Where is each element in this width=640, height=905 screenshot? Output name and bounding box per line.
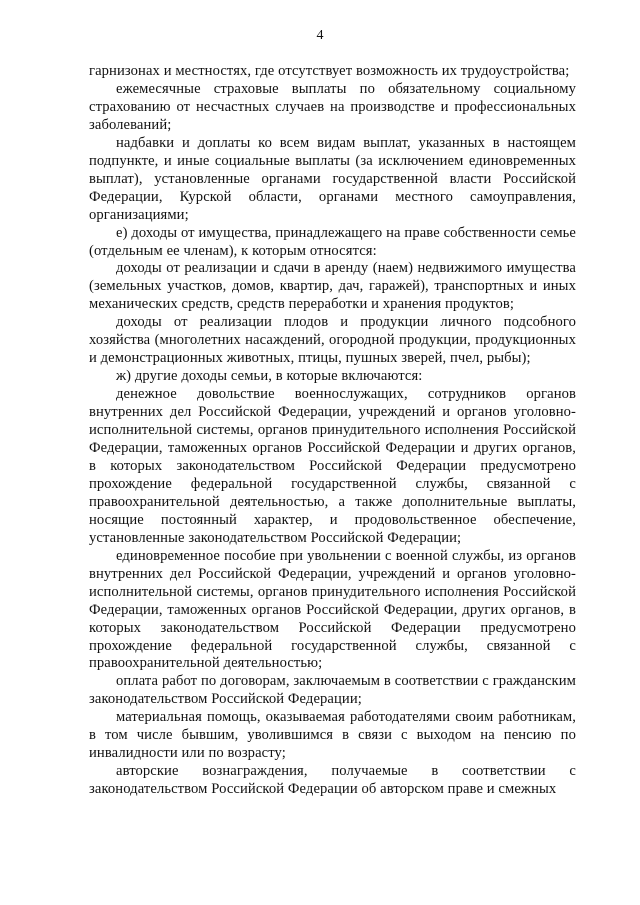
paragraph: ежемесячные страховые выплаты по обязательному социальному страхованию от несчастных случаев на производстве и профессиональных заболеваний; <box>89 80 576 133</box>
page-number: 4 <box>316 28 324 43</box>
paragraph: единовременное пособие при увольнении с военной службы, из органов внутренних дел Российской Федерации, учреждений и органов уголовно-исполнительной системы, органов принудительного исполнения Российской Федерации, таможенных органов Российской Федерации, других органов, в которых законодательством Российской Федерации предусмотрено прохождение федеральной государственной службы, связанной с правоохранительной деятельностью; <box>89 547 576 672</box>
paragraph: е) доходы от имущества, принадлежащего на праве собственности семье (отдельным ее членам), к которым относятся: <box>89 224 576 259</box>
paragraph: авторские вознаграждения, получаемые в соответствии с законодательством Российской Федерации об авторском праве и смежных <box>89 763 576 798</box>
paragraph: материальная помощь, оказываемая работодателями своим работникам, в том числе бывшим, уволившимся в связи с выходом на пенсию по инвалидности или по возрасту; <box>89 709 576 762</box>
paragraph: доходы от реализации плодов и продукции личного подсобного хозяйства (многолетних насаждений, огородной продукции, продукционных и демонстрационных животных, птицы, пушных зверей, пчел, рыбы); <box>89 314 576 367</box>
paragraph-continuation: гарнизонах и местностях, где отсутствует возможность их трудоустройства; <box>89 63 570 79</box>
paragraph: оплата работ по договорам, заключаемым в соответствии с гражданским законодательством Российской Федерации; <box>89 673 576 708</box>
paragraph: доходы от реализации и сдачи в аренду (наем) недвижимого имущества (земельных участков, домов, квартир, дач, гаражей), транспортных и иных механических средств, средств переработки и хранения продуктов; <box>89 260 576 313</box>
paragraph: ж) другие доходы семьи, в которые включаются: <box>116 368 423 385</box>
paragraph: надбавки и доплаты ко всем видам выплат, указанных в настоящем подпункте, и иные социальные выплаты (за исключением единовременных выплат), установленные органами государственной власти Российской Федерации, Курской области, органами местного самоуправления, организациями; <box>89 134 576 223</box>
document-body <box>89 63 576 799</box>
paragraph: денежное довольствие военнослужащих, сотрудников органов внутренних дел Российской Федерации, учреждений и органов уголовно-исполнительной системы, органов принудительного исполнения Российской Федерации, таможенных органов Российской Федерации и других органов, в которых законодательством Российской Федерации предусмотрено прохождение федеральной государственной службы, связанной с правоохранительной деятельностью, а также дополнительные выплаты, носящие постоянный характер, и продовольственное обеспечение, установленные законодательством Российской Федерации; <box>89 386 576 546</box>
